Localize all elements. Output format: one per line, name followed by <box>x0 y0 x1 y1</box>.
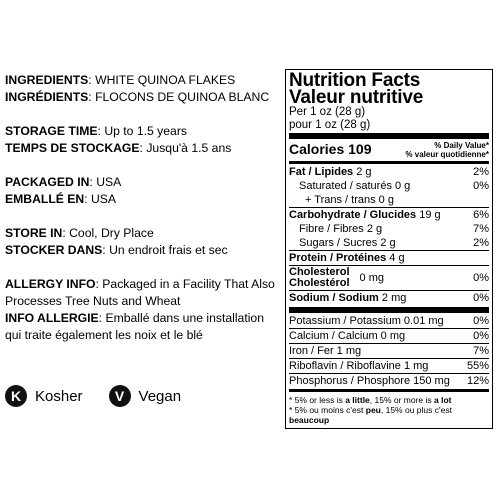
fibre-pct: 7% <box>473 223 489 235</box>
store-fr-value: : Un endroit frais et sec <box>102 243 228 257</box>
serving-size-fr: pour 1 oz (28 g) <box>289 118 371 131</box>
divider-thick-2 <box>289 307 489 313</box>
saturated-pct: 0% <box>473 180 489 192</box>
calcium-pct: 0% <box>473 330 489 342</box>
divider-medium <box>289 161 489 164</box>
ingredients-fr <box>5 89 277 106</box>
phosphorus-row <box>289 374 489 388</box>
daily-value-en: % Daily Value* <box>434 141 489 150</box>
divider-medium-2 <box>289 389 489 392</box>
trans-row <box>289 193 489 207</box>
daily-value-header <box>405 141 489 159</box>
kosher-label: Kosher <box>35 387 83 405</box>
nutrition-title-en: Nutrition Facts <box>289 70 421 91</box>
cholesterol-row <box>289 266 489 290</box>
packaged-fr-label: EMBALLÉ EN <box>5 192 85 206</box>
divider-thick <box>289 133 489 139</box>
allergy-fr <box>5 310 277 344</box>
cholesterol-label-en: Cholesterol <box>289 266 350 278</box>
nutrition-facts-panel <box>285 69 493 429</box>
vegan-icon: V <box>109 385 131 407</box>
iron-row <box>289 344 489 358</box>
ingredients-fr-value: : FLOCONS DE QUINOA BLANC <box>88 90 270 104</box>
protein-amount: 4 g <box>389 252 405 264</box>
phosphorus-label: Phosphorus / Phosphore 150 mg <box>289 375 450 387</box>
cholesterol-pct: 0% <box>473 272 489 284</box>
storage-fr <box>5 140 277 157</box>
allergy-fr-label: INFO ALLERGIE <box>5 311 99 325</box>
storage-fr-value: : Jusqu'à 1.5 ans <box>139 141 232 155</box>
potassium-row <box>289 314 489 328</box>
kosher-icon: K <box>5 385 27 407</box>
iron-label: Iron / Fer 1 mg <box>289 345 362 357</box>
daily-value-fr: % valeur quotidienne* <box>405 150 489 159</box>
saturated-row <box>289 179 489 193</box>
carbohydrate-amount: 19 g <box>419 209 441 221</box>
carbohydrate-pct: 6% <box>473 209 489 221</box>
riboflavin-label: Riboflavin / Riboflavine 1 mg <box>289 360 429 372</box>
storage-en-label: STORAGE TIME <box>5 124 98 138</box>
cholesterol-amount: 0 mg <box>359 272 384 284</box>
calcium-label: Calcium / Calcium 0 mg <box>289 330 406 342</box>
store-en <box>5 225 277 242</box>
allergy-en-label: ALLERGY INFO <box>5 277 96 291</box>
allergy-fr-value: : Emballé dans une installation qui traite également les noix et le blé <box>5 311 264 342</box>
saturated-label: Saturated / saturés 0 g <box>299 180 411 192</box>
phosphorus-pct: 12% <box>466 375 489 387</box>
packaged-fr <box>5 191 277 208</box>
packaged-en-value: : USA <box>89 175 122 189</box>
carbohydrate-label: Carbohydrate / Glucides <box>289 209 417 221</box>
calories-row <box>289 140 489 160</box>
sodium-row <box>289 291 489 305</box>
allergy-en-value: : Packaged in a Facility That Also Processes Tree Nuts and Wheat <box>5 277 275 308</box>
packaged-en-label: PACKAGED IN <box>5 175 90 189</box>
calories-label: Calories 109 <box>289 141 372 157</box>
potassium-pct: 0% <box>473 315 489 327</box>
allergy-en <box>5 276 277 310</box>
fat-label: Fat / Lipides <box>289 166 354 178</box>
store-fr-label: STOCKER DANS <box>5 243 103 257</box>
carbohydrate-row <box>289 208 489 222</box>
store-fr <box>5 242 277 259</box>
cholesterol-label-fr: Cholestérol <box>289 277 350 289</box>
sodium-amount: 2 mg <box>381 292 407 304</box>
riboflavin-row <box>289 359 489 373</box>
fat-row <box>289 165 489 179</box>
riboflavin-pct: 55% <box>466 360 489 372</box>
certification-badges <box>5 385 207 407</box>
fibre-row <box>289 222 489 236</box>
storage-en <box>5 123 277 140</box>
store-en-value: : Cool, Dry Place <box>62 226 154 240</box>
sugars-row <box>289 236 489 250</box>
potassium-label: Potassium / Potassium 0.01 mg <box>289 315 444 327</box>
fat-pct: 2% <box>473 166 489 178</box>
footnote-fr: * 5% ou moins c'est peu, 15% ou plus c'est beaucoup <box>289 405 452 425</box>
iron-pct: 7% <box>473 345 489 357</box>
ingredients-fr-label: INGRÉDIENTS <box>5 90 89 104</box>
trans-label: + Trans / trans 0 g <box>305 194 394 206</box>
packaged-en <box>5 174 277 191</box>
sodium-label: Sodium / Sodium <box>289 292 379 304</box>
vegan-badge <box>109 385 182 407</box>
nutrition-title-fr: Valeur nutritive <box>289 87 424 108</box>
ingredients-en-value: : WHITE QUINOA FLAKES <box>88 73 236 87</box>
protein-row <box>289 251 489 265</box>
sodium-pct: 0% <box>473 292 489 304</box>
footnote <box>289 393 489 425</box>
sugars-label: Sugars / Sucres 2 g <box>299 237 396 249</box>
store-en-label: STORE IN <box>5 226 63 240</box>
vegan-label: Vegan <box>138 387 182 405</box>
ingredients-en <box>5 72 277 89</box>
sugars-pct: 2% <box>473 237 489 249</box>
footnote-en: * 5% or less is a little, 15% or more is a lot <box>289 395 452 405</box>
kosher-badge <box>5 385 83 407</box>
storage-en-value: : Up to 1.5 years <box>97 124 187 138</box>
protein-label: Protein / Protéines <box>289 252 387 264</box>
ingredients-en-label: INGREDIENTS <box>5 73 89 87</box>
packaged-fr-value: : USA <box>84 192 117 206</box>
serving-size-en: Per 1 oz (28 g) <box>289 106 366 118</box>
fibre-label: Fibre / Fibres 2 g <box>299 223 383 235</box>
fat-amount: 2 g <box>356 166 372 178</box>
product-info <box>5 72 277 344</box>
calcium-row <box>289 329 489 343</box>
storage-fr-label: TEMPS DE STOCKAGE <box>5 141 140 155</box>
